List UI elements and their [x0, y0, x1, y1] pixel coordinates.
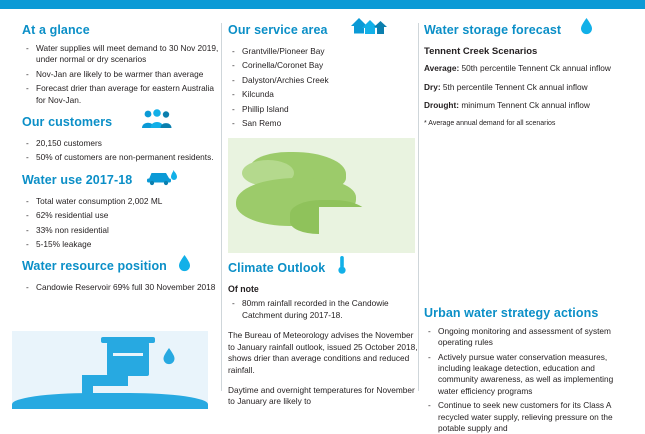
water-use-header: [22, 173, 220, 193]
scenario-dry-label: Dry:: [424, 81, 441, 92]
scenario-dry-text: 5th percentile Tennent Ck annual inflow: [442, 81, 588, 92]
list-item: - Nov-Jan are likely to be warmer than average: [22, 69, 220, 80]
storage-forecast-subhead: Tennent Creek Scenarios: [424, 46, 538, 57]
our-customers-header: [22, 115, 220, 135]
service-area-header: [228, 23, 418, 43]
list-item: - Corinella/Coronet Bay: [228, 60, 418, 71]
list-item: - 80mm rainfall recorded in the Candowie Catchment during 2017-18.: [228, 298, 418, 321]
list-item: - Actively pursue water conservation measures, including leakage detection, education and community awareness, as well as implementing water efficiency programs: [424, 352, 629, 398]
climate-outlook-paragraph: The Bureau of Meteorology advises the November to January rainfall outlook, issued 25 October 2018, shows drier than average conditions and reduced rainfall.: [228, 330, 418, 376]
storage-forecast-title: Water storage forecast: [424, 23, 562, 37]
water-wave-shape: [12, 393, 208, 409]
water-tank-illustration: [12, 331, 208, 409]
map-water-area: [319, 207, 415, 253]
scenario-average-text: 50th percentile Tennent Ck annual inflow: [461, 63, 611, 73]
column-divider-1: [221, 23, 222, 391]
scenario-drought: [424, 100, 629, 112]
scenario-average-label: Average:: [424, 63, 460, 73]
service-area-map: [228, 138, 415, 253]
scenario-dry: [424, 82, 629, 94]
column-divider-2: [418, 23, 419, 391]
droplet-icon: [178, 254, 191, 272]
storage-forecast-footnote: * Average annual demand for all scenarios: [424, 119, 556, 127]
scenario-drought-text: minimum Tennent Ck annual inflow: [461, 100, 590, 111]
people-icon: [140, 109, 174, 129]
car-wash-icon: [144, 166, 180, 186]
list-item: - Candowie Reservoir 69% full 30 November 2018: [22, 282, 220, 293]
water-use-list: [22, 196, 220, 251]
urban-strategy-title: Urban water strategy actions: [424, 305, 599, 320]
our-customers-list: [22, 138, 220, 164]
droplet-icon: [580, 17, 593, 35]
page-body: [0, 9, 645, 434]
at-a-glance-header: [22, 23, 220, 40]
list-item: - 20,150 customers: [22, 138, 220, 149]
water-resource-position-header: [22, 259, 220, 279]
storage-forecast-header: [424, 23, 629, 43]
droplet-icon: [162, 347, 176, 365]
climate-outlook-title: Climate Outlook: [228, 261, 326, 276]
list-item: - Dalyston/Archies Creek: [228, 75, 418, 86]
water-resource-position-list: [22, 282, 220, 293]
climate-outlook-paragraph: Daytime and overnight temperatures for November to January are likely to: [228, 384, 415, 407]
list-item: - Grantville/Pioneer Bay: [228, 46, 418, 57]
list-item: - 33% non residential: [22, 225, 220, 236]
list-item: - 5-15% leakage: [22, 239, 220, 250]
climate-outlook-header: [228, 261, 418, 281]
list-item: - Ongoing monitoring and assessment of system operating rules: [424, 326, 629, 349]
list-item: - San Remo: [228, 118, 418, 129]
water-resource-position-title: Water resource position: [22, 259, 167, 274]
our-customers-title: Our customers: [22, 115, 113, 130]
houses-icon: [348, 14, 388, 36]
climate-outlook-list: [228, 298, 418, 321]
list-item: - 50% of customers are non-permanent residents.: [22, 152, 220, 163]
service-area-title: Our service area: [228, 23, 328, 37]
list-item: - Forecast drier than average for eastern Australia for Nov-Jan.: [22, 83, 220, 106]
column-middle: [228, 9, 418, 407]
tank-detail-line: [113, 353, 143, 356]
at-a-glance-title: At a glance: [22, 23, 90, 37]
list-item: - Total water consumption 2,002 ML: [22, 196, 220, 207]
at-a-glance-list: [22, 43, 220, 106]
service-area-list: [228, 46, 418, 129]
column-right: [424, 9, 629, 434]
urban-strategy-list: [424, 326, 629, 434]
scenario-drought-label: Drought:: [424, 100, 460, 111]
list-item: - Kilcunda: [228, 89, 418, 100]
scenario-average: [424, 63, 629, 75]
list-item: - 62% residential use: [22, 210, 220, 221]
list-item: - Phillip Island: [228, 104, 418, 115]
urban-strategy-header: [424, 306, 629, 323]
tank-body-shape: [107, 342, 149, 376]
list-item: - Continue to seek new customers for its Class A recycled water supply, relieving pressure on the potable supply and: [424, 400, 629, 434]
top-accent-bar: [0, 0, 645, 9]
thermometer-icon: [336, 255, 348, 275]
climate-outlook-subhead: Of note: [228, 284, 259, 295]
list-item: - Water supplies will meet demand to 30 Nov 2019, under normal or dry scenarios: [22, 43, 220, 66]
water-use-title: Water use 2017-18: [22, 172, 133, 187]
